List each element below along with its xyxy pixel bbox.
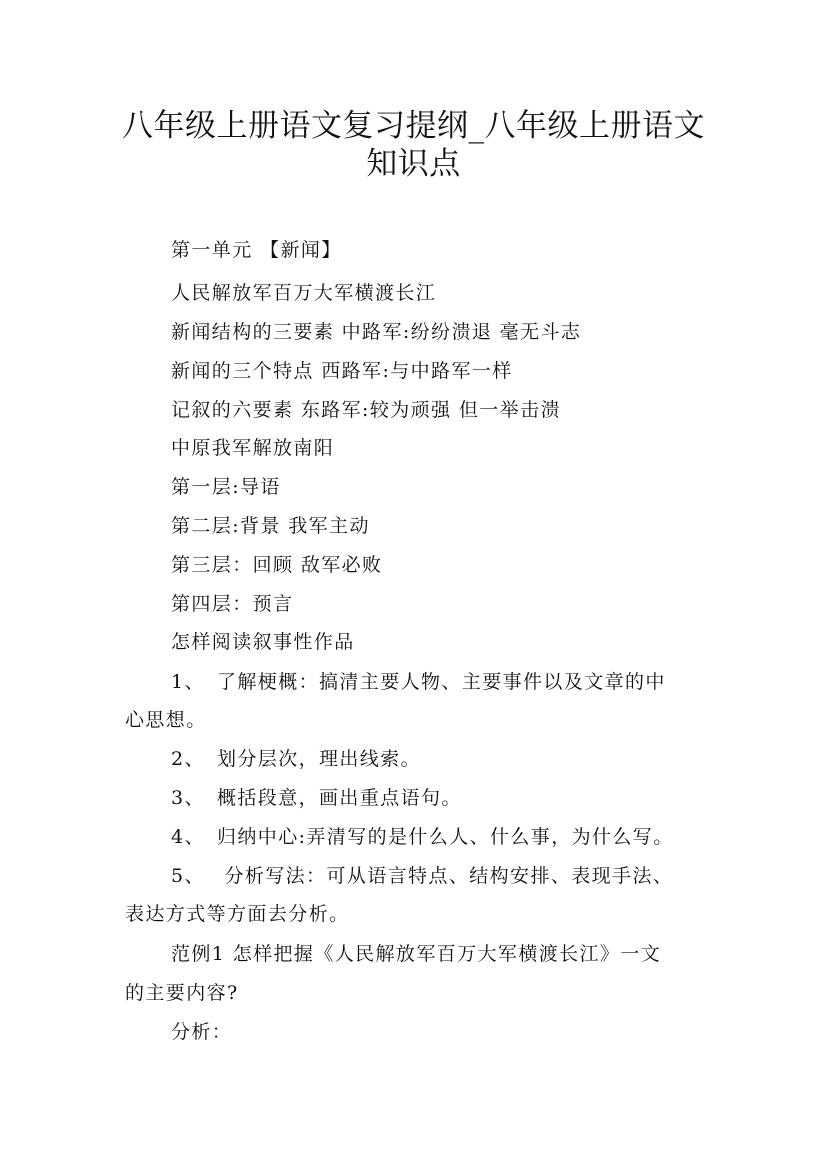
- list-item-number: 2、: [171, 748, 205, 770]
- list-item-continuation: 表达方式等方面去分析。: [125, 903, 350, 925]
- list-item: [171, 672, 666, 692]
- text-line: 第二层:背景 我军主动: [171, 515, 370, 537]
- example-text-continuation: 的主要内容?: [125, 982, 239, 1004]
- article-title-2: 中原我军解放南阳: [171, 437, 335, 459]
- text-line: 新闻的三个特点 西路军:与中路军一样: [171, 360, 513, 382]
- list-item: [171, 866, 673, 886]
- section-heading: 第一单元 【新闻】: [171, 239, 342, 261]
- list-item-text: 分析写法：可从语言特点、结构安排、表现手法、: [217, 865, 674, 887]
- text-line: 第三层：回顾 敌军必败: [171, 554, 383, 576]
- example-text: 范例1 怎样把握《人民解放军百万大军横渡长江》一文: [171, 943, 662, 965]
- list-item-number: 3、: [171, 787, 205, 809]
- document-title-line-2: 知识点: [366, 146, 461, 182]
- article-title-1: 人民解放军百万大军横渡长江: [171, 282, 437, 304]
- list-item-text: 归纳中心:弄清写的是什么人、什么事，为什么写。: [217, 826, 674, 848]
- text-line: 第四层：预言: [171, 593, 294, 615]
- list-item-continuation: 心思想。: [125, 709, 207, 731]
- text-line: 新闻结构的三要素 中路军:纷纷溃退 毫无斗志: [171, 321, 582, 343]
- list-item: [171, 827, 674, 847]
- list-item-text: 概括段意，画出重点语句。: [217, 787, 462, 809]
- document-title-line-1: 八年级上册语文复习提纲_八年级上册语文: [122, 108, 705, 144]
- list-item-number: 1、: [171, 671, 205, 693]
- list-item-number: 5、: [171, 865, 205, 887]
- list-item-number: 4、: [171, 826, 205, 848]
- list-item: [171, 749, 421, 769]
- text-line: 第一层:导语: [171, 476, 281, 498]
- text-line: 记叙的六要素 东路军:较为顽强 但一举击溃: [171, 399, 561, 421]
- list-item-text: 划分层次，理出线索。: [217, 748, 422, 770]
- list-item: [171, 788, 462, 808]
- list-item-text: 了解梗概：搞清主要人物、主要事件以及文章的中: [217, 671, 666, 693]
- subsection-heading: 怎样阅读叙事性作品: [171, 631, 355, 653]
- analysis-label: 分析：: [171, 1021, 233, 1043]
